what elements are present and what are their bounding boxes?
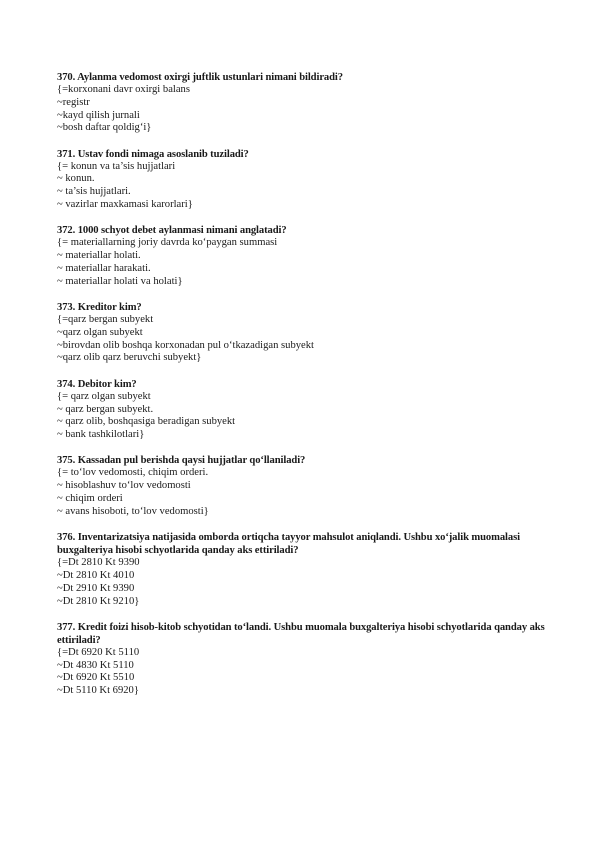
question-title: 376. Inventarizatsiya natijasida omborda ortiqcha tayyor mahsulot aniqlandi. Ushbu xo‘jalik muomalasi buxgalteriya hisobi schyotlarida qanday aks ettiriladi? bbox=[57, 532, 520, 557]
answer-option: {= qarz olgan subyekt bbox=[57, 390, 151, 402]
answer-option: ~ chiqim orderi bbox=[57, 493, 123, 505]
question-title: 371. Ustav fondi nimaga asoslanib tuziladi? bbox=[57, 148, 249, 160]
answer-option: ~Dt 5110 Kt 6920} bbox=[57, 685, 139, 697]
answer-option: ~ konun. bbox=[57, 173, 95, 185]
question-373 bbox=[57, 301, 557, 365]
question-374 bbox=[57, 378, 557, 442]
answer-option: ~ bank tashkilotlari} bbox=[57, 429, 145, 441]
question-376 bbox=[57, 531, 557, 608]
question-371 bbox=[57, 148, 557, 212]
question-377 bbox=[57, 621, 557, 698]
answer-option: ~birovdan olib boshqa korxonadan pul o‘tkazadigan subyekt bbox=[57, 339, 314, 351]
answer-option: {=Dt 2810 Kt 9390 bbox=[57, 557, 140, 569]
question-title: 373. Kreditor kim? bbox=[57, 302, 142, 314]
answer-option: ~Dt 6920 Kt 5510 bbox=[57, 672, 135, 684]
question-370 bbox=[57, 71, 557, 135]
question-title: 372. 1000 schyot debet aylanmasi nimani anglatadi? bbox=[57, 225, 287, 237]
question-title: 375. Kassadan pul berishda qaysi hujjatlar qo‘llaniladi? bbox=[57, 455, 306, 467]
answer-option: ~Dt 2810 Kt 4010 bbox=[57, 569, 135, 581]
answer-option: ~ avans hisoboti, to‘lov vedomosti} bbox=[57, 505, 209, 517]
answer-option: ~kayd qilish jurnali bbox=[57, 109, 140, 121]
answer-option: {= to‘lov vedomosti, chiqim orderi. bbox=[57, 467, 209, 479]
answer-option: ~ materiallar holati. bbox=[57, 250, 141, 262]
answer-option: ~qarz olib qarz beruvchi subyekt} bbox=[57, 352, 202, 364]
answer-option: {= konun va ta’sis hujjatlari bbox=[57, 160, 176, 172]
question-title: 370. Aylanma vedomost oxirgi juftlik ustunlari nimani bildiradi? bbox=[57, 72, 343, 83]
answer-option: {=Dt 6920 Kt 5110 bbox=[57, 646, 140, 658]
answer-option: ~registr bbox=[57, 96, 90, 108]
answer-option: ~ vazirlar maxkamasi karorlari} bbox=[57, 199, 193, 211]
answer-option: ~Dt 2810 Kt 9210} bbox=[57, 595, 140, 607]
question-title: 377. Kredit foizi hisob-kitob schyotidan to‘landi. Ushbu muomala buxgalteriya hisobi schyotlarida qanday aks ettiriladi? bbox=[57, 621, 545, 646]
answer-option: ~ materiallar holati va holati} bbox=[57, 275, 183, 287]
answer-option: ~Dt 2910 Kt 9390 bbox=[57, 582, 135, 594]
answer-option: ~ hisoblashuv to‘lov vedomosti bbox=[57, 480, 191, 492]
question-title: 374. Debitor kim? bbox=[57, 378, 137, 390]
question-375 bbox=[57, 454, 557, 518]
answer-option: {= materiallarning joriy davrda ko‘paygan summasi bbox=[57, 237, 278, 249]
answer-option: ~ ta’sis hujjatlari. bbox=[57, 186, 131, 198]
answer-option: ~ qarz bergan subyekt. bbox=[57, 403, 154, 415]
answer-option: ~ materiallar harakati. bbox=[57, 262, 151, 274]
answer-option: {=korxonani davr oxirgi balans bbox=[57, 84, 190, 95]
answer-option: ~qarz olgan subyekt bbox=[57, 326, 143, 338]
question-372 bbox=[57, 224, 557, 288]
answer-option: {=qarz bergan subyekt bbox=[57, 314, 154, 326]
answer-option: ~bosh daftar qoldig‘i} bbox=[57, 122, 152, 134]
answer-option: ~Dt 4830 Kt 5110 bbox=[57, 659, 134, 671]
document-page bbox=[57, 71, 557, 711]
answer-option: ~ qarz olib, boshqasiga beradigan subyekt bbox=[57, 416, 236, 428]
